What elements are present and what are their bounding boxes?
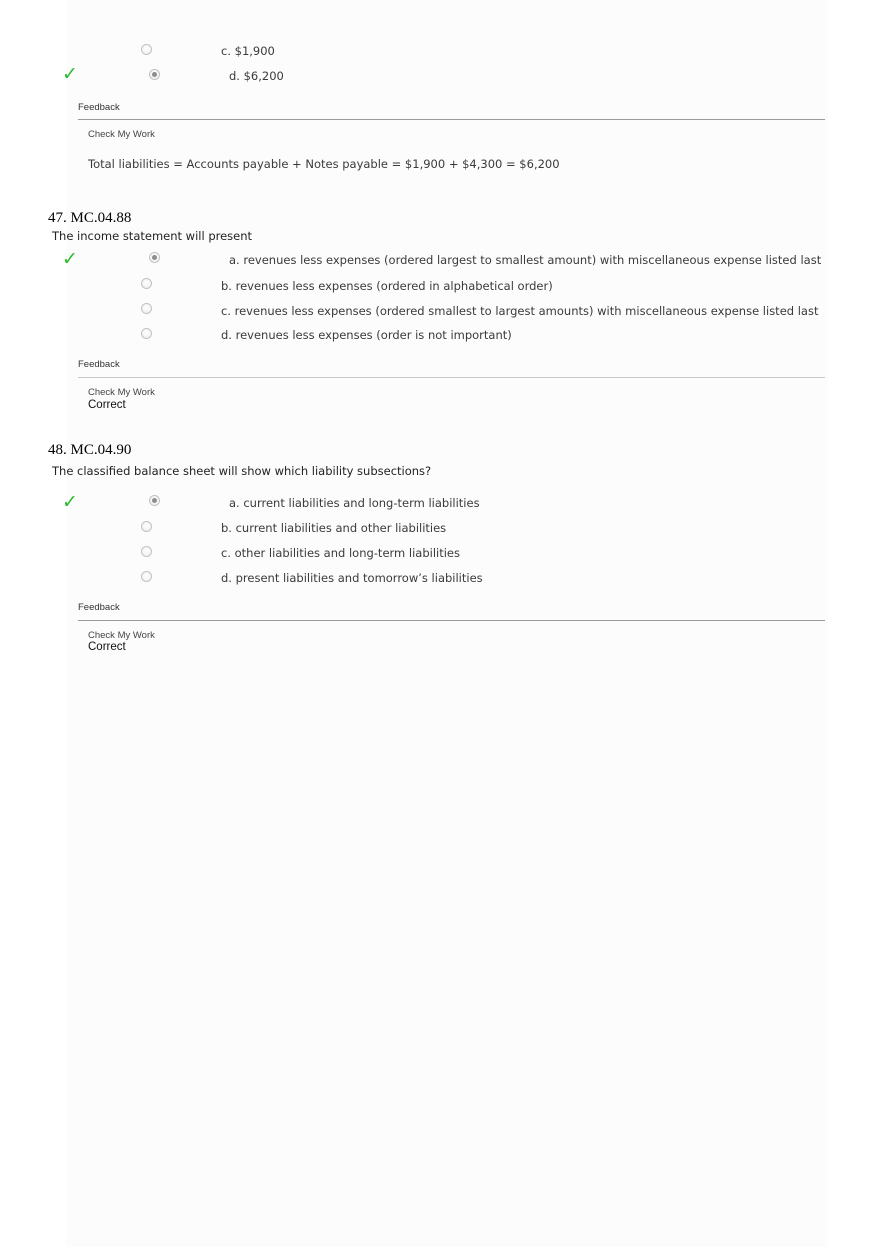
option-label-d: d. present liabilities and tomorrow’s liabilities: [221, 571, 483, 585]
radio-option-b[interactable]: [141, 521, 152, 532]
radio-option-d[interactable]: [141, 328, 152, 339]
result-correct: Correct: [88, 399, 126, 411]
question-title: 47. MC.04.88: [48, 210, 132, 226]
option-label-d: d. $6,200: [229, 69, 284, 83]
question-prompt: The classified balance sheet will show which liability subsections?: [52, 464, 432, 478]
correct-check-icon: ✓: [62, 491, 78, 513]
option-label-b: b. revenues less expenses (ordered in alphabetical order): [221, 279, 553, 293]
radio-option-c[interactable]: [141, 44, 152, 55]
option-label-c: c. $1,900: [221, 44, 275, 58]
feedback-divider: [78, 620, 825, 621]
feedback-divider: [78, 377, 825, 378]
option-label-b: b. current liabilities and other liabilities: [221, 521, 447, 535]
correct-check-icon: ✓: [62, 63, 78, 85]
radio-option-b[interactable]: [141, 278, 152, 289]
check-my-work-link[interactable]: Check My Work: [88, 129, 155, 140]
check-my-work-link[interactable]: Check My Work: [88, 387, 155, 398]
question-title: 48. MC.04.90: [48, 442, 132, 458]
feedback-label: Feedback: [78, 602, 120, 613]
feedback-label: Feedback: [78, 102, 120, 113]
option-label-a: a. revenues less expenses (ordered largest to smallest amount) with miscellaneous expense listed last: [229, 253, 822, 267]
option-label-d: d. revenues less expenses (order is not important): [221, 328, 512, 342]
radio-option-c[interactable]: [141, 546, 152, 557]
correct-check-icon: ✓: [62, 248, 78, 270]
radio-option-d[interactable]: [141, 571, 152, 582]
option-label-a: a. current liabilities and long-term liabilities: [229, 496, 480, 510]
feedback-divider: [78, 119, 825, 120]
radio-option-a[interactable]: [149, 252, 160, 263]
radio-option-d[interactable]: [149, 69, 160, 80]
check-my-work-link[interactable]: Check My Work: [88, 630, 155, 641]
question-prompt: The income statement will present: [52, 229, 253, 243]
radio-option-c[interactable]: [141, 303, 152, 314]
feedback-label: Feedback: [78, 359, 120, 370]
option-label-c: c. revenues less expenses (ordered smallest to largest amounts) with miscellaneous expense listed last: [221, 304, 819, 318]
radio-option-a[interactable]: [149, 495, 160, 506]
content-panel: [66, 0, 828, 1247]
feedback-explanation: Total liabilities = Accounts payable + Notes payable = $1,900 + $4,300 = $6,200: [88, 157, 560, 171]
option-label-c: c. other liabilities and long-term liabilities: [221, 546, 460, 560]
result-correct: Correct: [88, 641, 126, 653]
